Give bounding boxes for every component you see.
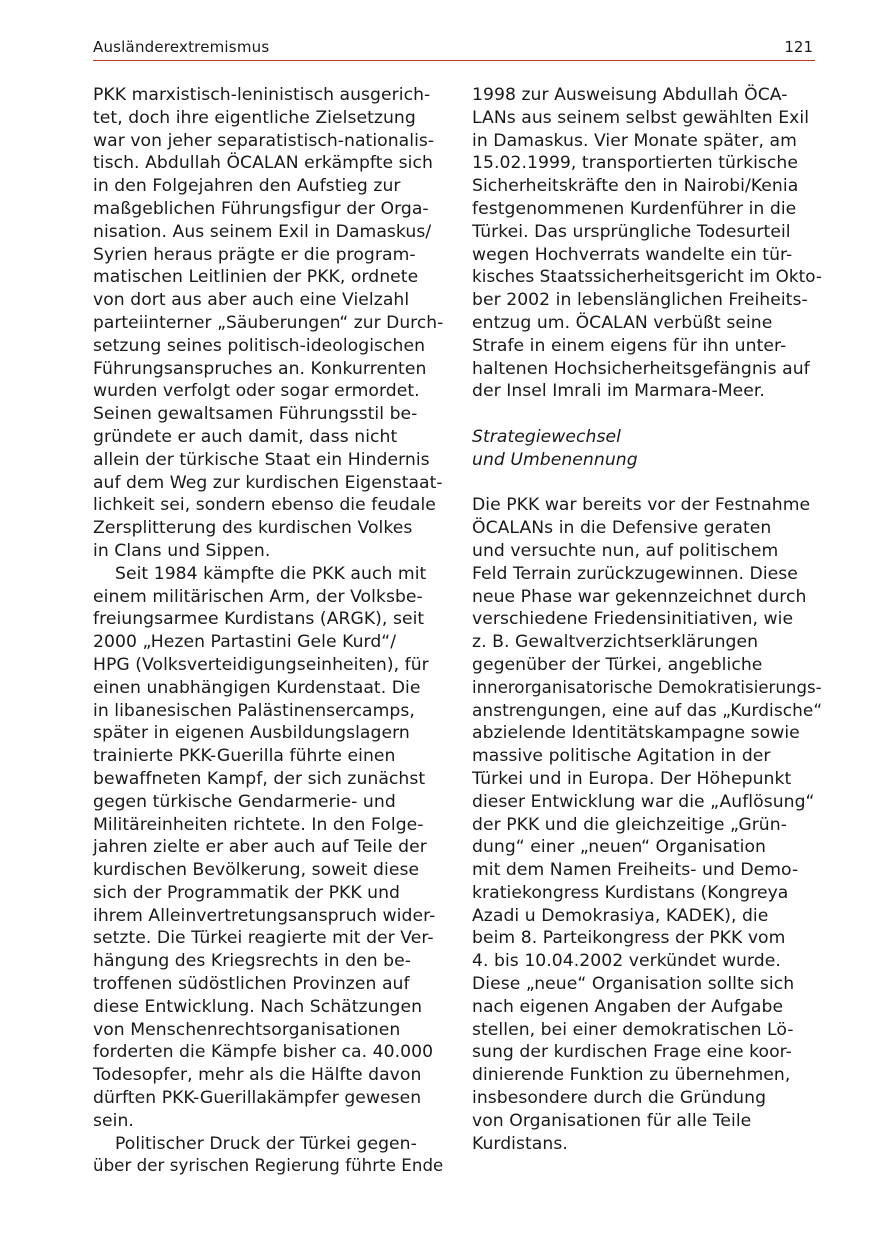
body-line: lichkeit sei, sondern ebenso die feudale bbox=[93, 495, 436, 516]
body-line: haltenen Hochsicherheitsgefängnis auf bbox=[472, 358, 810, 379]
body-line: Seit 1984 kämpfte die PKK auch mit bbox=[115, 563, 427, 584]
body-line: kisches Staatssicherheitsgericht im Okto- bbox=[472, 267, 822, 288]
body-line: in den Folgejahren den Aufstieg zur bbox=[93, 176, 401, 197]
body-line: nisation. Aus seinem Exil in Damaskus/ bbox=[93, 221, 432, 242]
body-line: gegenüber der Türkei, angebliche bbox=[472, 654, 763, 675]
body-line: festgenommenen Kurdenführer in die bbox=[472, 198, 797, 219]
body-line: von dort aus aber auch eine Vielzahl bbox=[93, 290, 410, 311]
section-subheading: und Umbenennung bbox=[472, 449, 638, 470]
body-line: sein. bbox=[93, 1110, 134, 1131]
page-number: 121 bbox=[784, 38, 813, 56]
body-line: forderten die Kämpfe bisher ca. 40.000 bbox=[93, 1042, 434, 1063]
body-line: tisch. Abdullah ÖCALAN erkämpfte sich bbox=[93, 153, 433, 174]
body-line: anstrengungen, eine auf das „Kurdische“ bbox=[472, 700, 823, 721]
body-line: Zersplitterung des kurdischen Volkes bbox=[93, 518, 413, 539]
body-line: Führungsanspruches an. Konkurrenten bbox=[93, 358, 427, 379]
body-line: tet, doch ihre eigentliche Zielsetzung bbox=[93, 107, 416, 128]
body-line: später in eigenen Ausbildungslagern bbox=[93, 723, 410, 744]
body-line: wurden verfolgt oder sogar ermordet. bbox=[93, 381, 420, 402]
body-line: Seinen gewaltsamen Führungsstil be- bbox=[93, 404, 418, 425]
body-line: ÖCALANs in die Defensive geraten bbox=[472, 518, 772, 539]
body-line: allein der türkische Staat ein Hindernis bbox=[93, 449, 430, 470]
body-line: mit dem Namen Freiheits- und Demo- bbox=[472, 860, 799, 881]
body-line: Politischer Druck der Türkei gegen- bbox=[115, 1133, 417, 1154]
body-line: entzug um. ÖCALAN verbüßt seine bbox=[472, 312, 773, 333]
body-line: freiungsarmee Kurdistans (ARGK), seit bbox=[93, 609, 425, 630]
body-line: auf dem Weg zur kurdischen Eigenstaat- bbox=[93, 472, 443, 493]
body-line: Türkei und in Europa. Der Höhepunkt bbox=[472, 768, 792, 789]
body-line: war von jeher separatistisch-nationalis- bbox=[93, 130, 435, 151]
body-line: parteiinterner „Säuberungen“ zur Durch- bbox=[93, 312, 444, 333]
body-line: von Menschenrechtsorganisationen bbox=[93, 1019, 401, 1040]
body-line: über der syrischen Regierung führte Ende bbox=[93, 1156, 444, 1177]
left-column bbox=[93, 84, 443, 1178]
body-line: in Clans und Sippen. bbox=[93, 540, 271, 561]
section-title: Ausländerextremismus bbox=[93, 38, 270, 56]
body-line: wegen Hochverrats wandelte ein tür- bbox=[472, 244, 793, 265]
body-line: in libanesischen Palästinensercamps, bbox=[93, 700, 415, 721]
body-line: gründete er auch damit, dass nicht bbox=[93, 426, 398, 447]
body-line: beim 8. Parteikongress der PKK vom bbox=[472, 928, 786, 949]
body-line: dieser Entwicklung war die „Auflösung“ bbox=[472, 791, 815, 812]
body-line: kratiekongress Kurdistans (Kongreya bbox=[472, 882, 789, 903]
body-line: LANs aus seinem selbst gewählten Exil bbox=[472, 107, 810, 128]
body-line: massive politische Agitation in der bbox=[472, 746, 771, 767]
body-line: PKK marxistisch-leninistisch ausgerich- bbox=[93, 85, 431, 105]
body-line: sich der Programmatik der PKK und bbox=[93, 882, 401, 903]
body-line: sung der kurdischen Frage eine koor- bbox=[472, 1042, 792, 1063]
body-line: Strafe in einem eigens für ihn unter- bbox=[472, 335, 787, 356]
body-line: verschiedene Friedensinitiativen, wie bbox=[472, 609, 794, 630]
body-line: setzte. Die Türkei reagierte mit der Ver- bbox=[93, 928, 434, 949]
body-line: kurdischen Bevölkerung, soweit diese bbox=[93, 860, 420, 881]
body-line: in Damaskus. Vier Monate später, am bbox=[472, 130, 797, 151]
body-line: 2000 „Hezen Partastini Gele Kurd“/ bbox=[93, 632, 397, 653]
body-line: Militäreinheiten richtete. In den Folge- bbox=[93, 814, 424, 835]
section-subheading: Strategiewechsel bbox=[472, 426, 621, 447]
body-line: trainierte PKK-Guerilla führte einen bbox=[93, 746, 396, 767]
body-line: Syrien heraus prägte er die program- bbox=[93, 244, 416, 265]
body-line: matischen Leitlinien der PKK, ordnete bbox=[93, 267, 419, 288]
body-line: Feld Terrain zurückzugewinnen. Diese bbox=[472, 563, 798, 584]
body-line: 4. bis 10.04.2002 verkündet wurde. bbox=[472, 951, 781, 972]
body-line: 1998 zur Ausweisung Abdullah ÖCA- bbox=[472, 85, 788, 105]
body-line: bewaffneten Kampf, der sich zunächst bbox=[93, 768, 426, 789]
body-line: troffenen südöstlichen Provinzen auf bbox=[93, 974, 410, 995]
body-line: HPG (Volksverteidigungseinheiten), für bbox=[93, 654, 429, 675]
body-line: diese Entwicklung. Nach Schätzungen bbox=[93, 996, 423, 1017]
body-line: Todesopfer, mehr als die Hälfte davon bbox=[93, 1065, 422, 1086]
body-line: Azadi u Demokrasiya, KADEK), die bbox=[472, 905, 769, 926]
body-line: einen unabhängigen Kurdenstaat. Die bbox=[93, 677, 421, 698]
body-line: einem militärischen Arm, der Volksbe- bbox=[93, 586, 423, 607]
body-line: ber 2002 in lebenslänglichen Freiheits- bbox=[472, 290, 808, 311]
body-line: ihrem Alleinvertretungsanspruch wider- bbox=[93, 905, 436, 926]
body-line: jahren zielte er aber auch auf Teile der bbox=[93, 837, 427, 858]
body-line: stellen, bei einer demokratischen Lö- bbox=[472, 1019, 794, 1040]
body-line: insbesondere durch die Gründung bbox=[472, 1088, 767, 1109]
body-line: innerorganisatorische Demokratisierungs- bbox=[472, 677, 822, 698]
body-line: dung“ einer „neuen“ Organisation bbox=[472, 837, 766, 858]
body-line: gegen türkische Gendarmerie- und bbox=[93, 791, 396, 812]
body-line: Türkei. Das ursprüngliche Todesurteil bbox=[472, 221, 791, 242]
body-line: Die PKK war bereits vor der Festnahme bbox=[472, 495, 811, 516]
body-line: Kurdistans. bbox=[472, 1133, 568, 1154]
body-line: 15.02.1999, transportierten türkische bbox=[472, 153, 798, 174]
body-line: maßgeblichen Führungsfigur der Orga- bbox=[93, 198, 429, 219]
body-line: dürften PKK-Guerillakämpfer gewesen bbox=[93, 1088, 422, 1109]
body-line: neue Phase war gekennzeichnet durch bbox=[472, 586, 807, 607]
body-line: und versuchte nun, auf politischem bbox=[472, 540, 779, 561]
blank-line bbox=[472, 472, 822, 495]
body-line: nach eigenen Angaben der Aufgabe bbox=[472, 996, 784, 1017]
body-line: Diese „neue“ Organisation sollte sich bbox=[472, 974, 795, 995]
body-line: von Organisationen für alle Teile bbox=[472, 1110, 752, 1131]
body-line: Sicherheitskräfte den in Nairobi/Kenia bbox=[472, 176, 799, 197]
running-head bbox=[93, 38, 815, 61]
body-line: hängung des Kriegsrechts in den be- bbox=[93, 951, 412, 972]
right-column bbox=[472, 84, 822, 1155]
body-line: setzung seines politisch-ideologischen bbox=[93, 335, 426, 356]
body-line: der PKK und die gleichzeitige „Grün- bbox=[472, 814, 787, 835]
body-line: der Insel Imrali im Marmara-Meer. bbox=[472, 381, 765, 402]
body-line: abzielende Identitätskampagne sowie bbox=[472, 723, 800, 744]
blank-line bbox=[472, 403, 822, 426]
body-line: dinierende Funktion zu übernehmen, bbox=[472, 1065, 791, 1086]
body-line: z. B. Gewaltverzichtserklärungen bbox=[472, 632, 759, 653]
